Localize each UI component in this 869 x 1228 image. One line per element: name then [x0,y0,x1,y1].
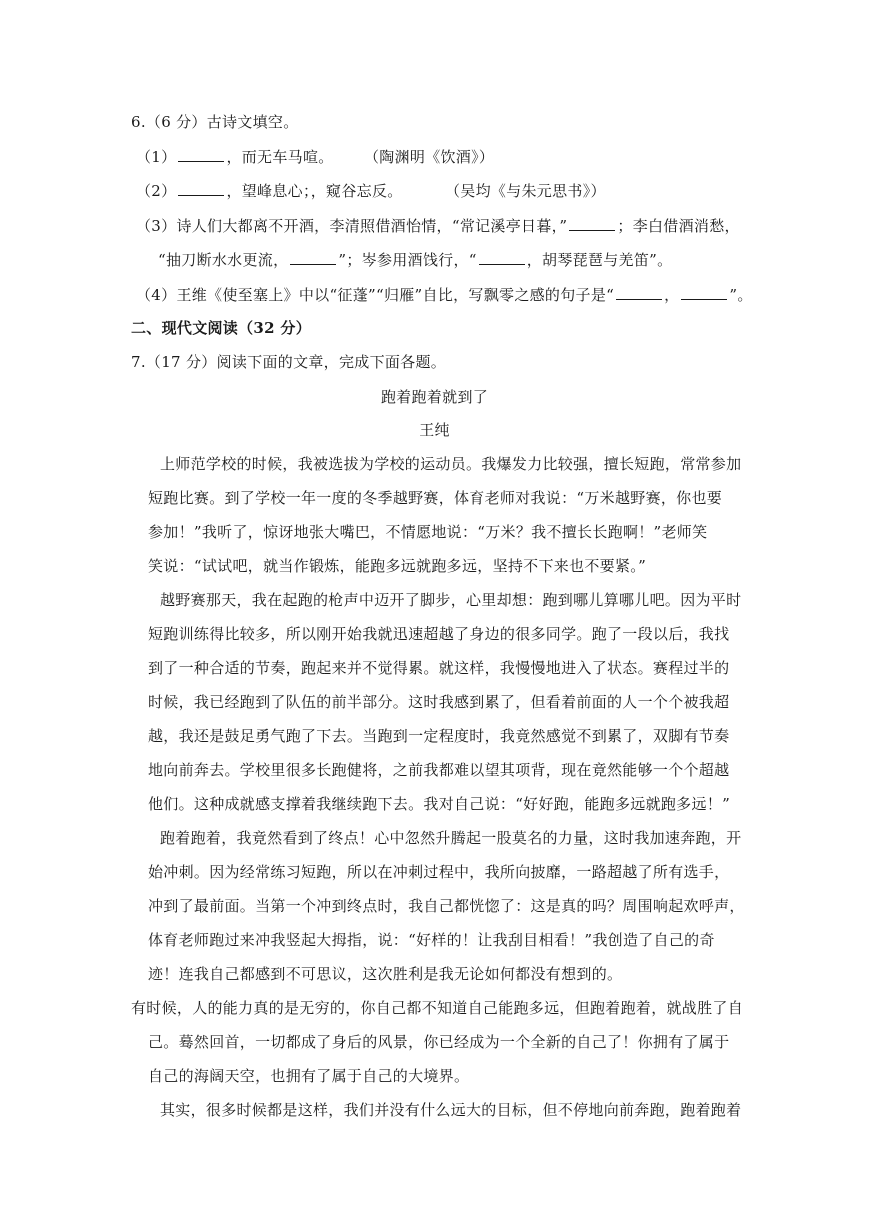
paragraph-line: 越野赛那天，我在起跑的枪声中迈开了脚步，心里却想：跑到哪儿算哪儿吧。因为平时 [160,591,742,609]
fill-blank[interactable] [178,181,224,196]
paragraph-line: 上师范学校的时候，我被选拔为学校的运动员。我爆发力比较强，擅长短跑，常常参加 [160,455,742,473]
paragraph-line: 他们。这种成就感支撑着我继续跑下去。我对自己说：“好好跑，能跑多远就跑多远！” [148,795,731,813]
section-2-heading: 二、现代文阅读（32 分） [131,319,311,337]
item-3-text-e: ，胡琴琵琶与羌笛”。 [526,251,673,269]
question-7-heading: 7.（17 分）阅读下面的文章，完成下面各题。 [131,353,447,371]
item-4-text-b: ， [664,286,680,304]
item-3-text-d: ”；岑参用酒饯行，“ [338,251,477,269]
fill-blank[interactable] [681,285,727,300]
item-4-text-c: ”。 [729,286,753,304]
paragraph-line: 自己的海阔天空，也拥有了属于自己的大境界。 [148,1067,470,1085]
paragraph-line: 迹！连我自己都感到不可思议，这次胜利是我无论如何都没有想到的。 [148,965,623,983]
paragraph-line: 笑说：“试试吧，就当作锻炼，能跑多远就跑多远，坚持不下来也不要紧。” [148,557,647,575]
fill-blank[interactable] [178,147,224,162]
paragraph-line: 短跑训练得比较多，所以刚开始我就迅速超越了身边的很多同学。跑了一段以后，我找 [148,625,730,643]
fill-blank[interactable] [479,250,525,265]
fill-blank[interactable] [290,250,336,265]
paragraph-line: 冲到了最前面。当第一个冲到终点时，我自己都恍惚了：这是真的吗？周围响起欢呼声， [148,897,745,915]
question-6-item-1 [136,147,334,167]
question-6-item-3-line-2 [158,250,672,270]
item-2-text: ，望峰息心；，窥谷忘反。 [226,182,403,200]
paragraph-line: 参加！”我听了，惊讶地张大嘴巴，不情愿地说：“万米？我不擅长长跑啊！”老师笑 [148,523,708,541]
paragraph-line: 己。蓦然回首，一切都成了身后的风景，你已经成为一个全新的自己了！你拥有了属于 [148,1033,730,1051]
question-6-item-2 [136,181,403,201]
paragraph-line: 地向前奔去。学校里很多长跑健将，之前我都难以望其项背，现在竟然能够一个个超越 [148,761,730,779]
question-6-item-4 [136,285,753,305]
item-4-text-a: （4）王维《使至塞上》中以“征蓬”“归雁”自比，写飘零之感的句子是“ [136,286,615,304]
item-3-text-c: “抽刀断水水更流， [158,251,289,269]
paragraph-line: 其实，很多时候都是这样，我们并没有什么远大的目标，但不停地向前奔跑，跑着跑着 [160,1101,742,1119]
question-6-item-3-line-1 [136,216,740,236]
paragraph-line: 时候，我已经跑到了队伍的前半部分。这时我感到累了，但看着前面的人一个个被我超 [148,693,730,711]
item-3-text-b: ；李白借酒消愁， [617,217,740,235]
paragraph-line: 跑着跑着，我竟然看到了终点！心中忽然升腾起一股莫名的力量，这时我加速奔跑，开 [160,829,742,847]
fill-blank[interactable] [616,285,662,300]
fill-blank[interactable] [569,216,615,231]
item-2-source: （吴均《与朱元思书》） [445,182,606,200]
item-1-text: ，而无车马喧。 [226,148,334,166]
item-2-prefix: （2） [136,182,177,200]
paragraph-line: 到了一种合适的节奏，跑起来并不觉得累。就这样，我慢慢地进入了状态。赛程过半的 [148,659,730,677]
paragraph-line: 越，我还是鼓足勇气跑了下去。当跑到一定程度时，我竟然感觉不到累了，双脚有节奏 [148,727,730,745]
paragraph-line: 短跑比赛。到了学校一年一度的冬季越野赛，体育老师对我说：“万米越野赛，你也要 [148,489,723,507]
article-author: 王纯 [419,421,450,439]
article-title: 跑着跑着就到了 [380,388,489,406]
item-3-text-a: （3）诗人们大都离不开酒，李清照借酒怡情，“常记溪亭日暮，” [136,217,568,235]
item-1-source: （陶渊明《饮酒》） [364,148,495,166]
question-6-heading: 6.（6 分）古诗文填空。 [131,113,299,131]
paragraph-line: 体育老师跑过来冲我竖起大拇指，说：“好样的！让我刮目相看！”我创造了自己的奇 [148,931,715,949]
item-1-prefix: （1） [136,148,177,166]
paragraph-line: 始冲刺。因为经常练习短跑，所以在冲刺过程中，我所向披靡，一路超越了所有选手， [148,863,730,881]
paragraph-line: 有时候，人的能力真的是无穷的，你自己都不知道自己能跑多远，但跑着跑着，就战胜了自 [131,999,744,1017]
